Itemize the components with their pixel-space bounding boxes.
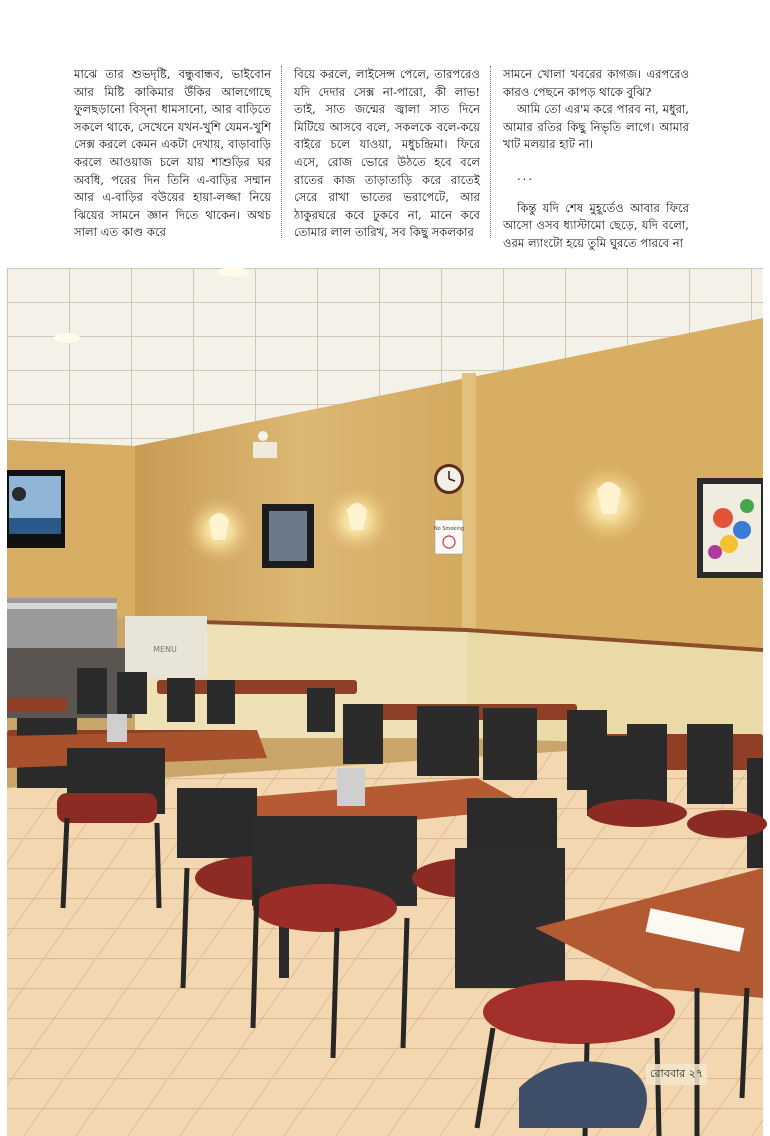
paragraph: আমি তো এর'ম করে পারব না, মধুরা, আমার রতির কিছু নিভৃতি লাগে। আমার খাট মলয়ার হাট না। (503, 102, 689, 152)
page-footer: রোববার ২৭ (646, 1064, 707, 1085)
spacer (503, 186, 689, 200)
restaurant-photo (7, 268, 763, 1136)
paragraph: বিয়ে করলে, লাইসেন্স পেলে, তারপরেও যদি দেদার সেক্স না-পারো, কী লাভ! তাই, সাত জন্মের জ্বালা সাত দিনে মিটিয়ে আসবে বলে, সকলকে বলে-কয়ে বাইরে চলে যাওয়া, মধুচন্দ্রিমা। ফিরে এসে, রোজ ভোরে উঠতে হবে বলে রাতের কাজ তাড়াতাড়ি করে রাতেই সেরে রাখা ভাতের ভরাপেটে, আর ঠাকুরঘরে কবে ঢুকবে না, মানে কবে তোমার লাল তারিখ, সব কিছু সকলকার (294, 67, 480, 240)
restaurant-illustration (7, 268, 763, 1136)
condiment-shakers (337, 768, 365, 806)
text-column-3 (490, 66, 699, 250)
sign-text: No Smoking (433, 526, 465, 532)
text-column-2 (281, 66, 490, 238)
text-column-1 (72, 66, 281, 238)
paragraph: কিন্তু যদি শেষ মুহূর্তেও আবার ফিরে আসো ওসব ধ্যাস্টামো ছেড়ে, যদি বলো, ওরম ল্যাংটো হয়ে তুমি ঘুরতে পারবে না (503, 200, 689, 250)
menu-text: MENU (153, 645, 177, 654)
article-text (72, 66, 700, 250)
paragraph: মাঝে তার শুভদৃষ্টি, বন্ধুবান্ধব, ভাইবোন আর মিষ্টি কাকিমার উঁকির আলগোছে ফুলছড়ানো বিস্‌না ধামসানো, আর বাড়িতে সকলে থাকে, সেখেনে যখন-খুশি যেমন-খুশি সেক্স করলে কেমন একটা দেখায়, বাড়াবাড়ি করলে আওয়াজ চলে যায় শাশুড়ির ঘর অবধি, পরের দিন তিনি এ-বাড়ির সম্মান আর এ-বাড়ির বউয়ের হায়া-লজ্জা নিয়ে ঝিয়ের সামনে জ্ঞান দিতে থাকেন। অথচ সালা এত কাণ্ড করে (74, 67, 271, 240)
section-break: ... (517, 168, 535, 183)
spacer (503, 154, 689, 168)
paragraph: সামনে খোলা খবরের কাগজ। এরপরেও কারও পেছনে কাপড় থাকে বুঝি? (503, 67, 689, 99)
